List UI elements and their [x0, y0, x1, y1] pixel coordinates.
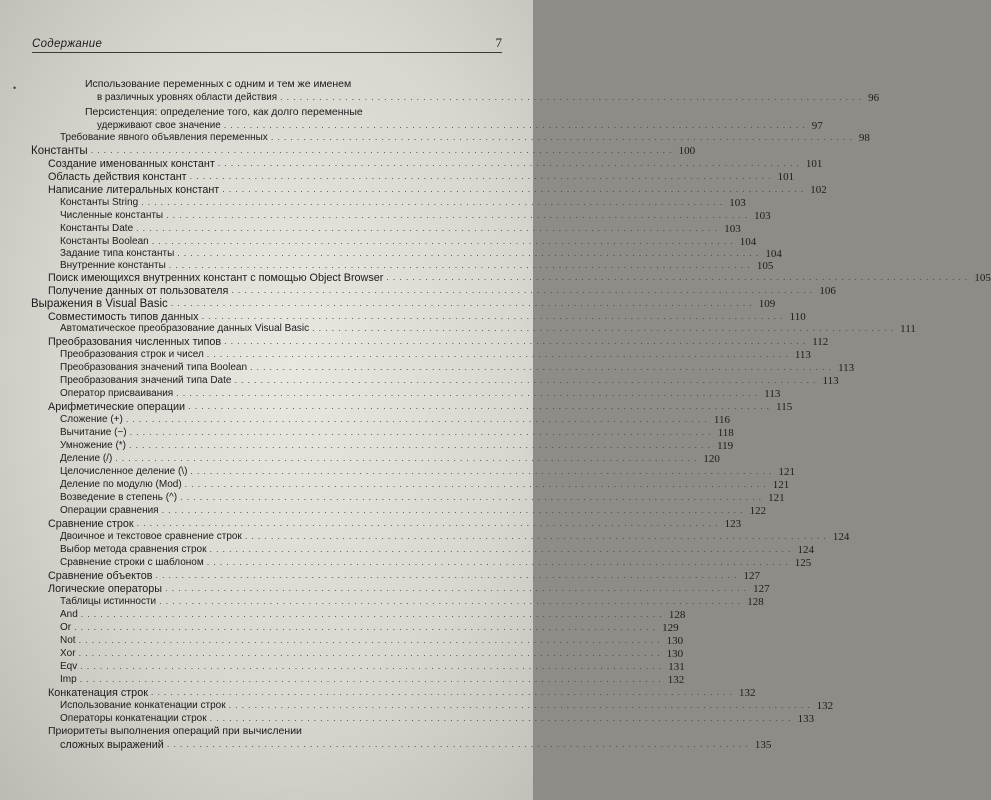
- toc-entry: [60, 452, 720, 465]
- toc-entry: [60, 196, 746, 209]
- toc-entry-title: Сложение (+): [60, 414, 123, 425]
- toc-entry: [60, 504, 767, 517]
- dot-leader: ..........................................................................................: [206, 557, 792, 567]
- toc-page-number: 120: [703, 453, 720, 465]
- toc-entry-title: Деление (/): [60, 453, 113, 464]
- toc-page-number: 106: [819, 285, 836, 297]
- dot-leader: ..........................................................................................: [166, 210, 752, 220]
- toc-page-number: 130: [666, 648, 684, 660]
- toc-entry-title: Or: [60, 622, 72, 633]
- toc-entry-title: Умножение (*): [60, 440, 127, 451]
- toc-entry-title: Поиск имеющихся внутренних констант с помощью Object Browser: [48, 272, 384, 284]
- toc-entry: [60, 595, 764, 608]
- toc-entry-title: удерживают свое значение: [97, 120, 221, 131]
- toc-entry: [60, 209, 771, 222]
- toc-page-number: 124: [797, 544, 815, 556]
- toc-page-number: 103: [724, 223, 741, 235]
- toc-page-number: 127: [753, 583, 770, 595]
- toc-entry-title: Константы: [31, 145, 88, 157]
- dot-leader: ..........................................................................................: [250, 362, 836, 372]
- dot-leader: ..........................................................................................: [223, 120, 809, 130]
- dot-leader: ..........................................................................................: [170, 298, 756, 308]
- dot-leader: ..........................................................................................: [141, 197, 727, 207]
- toc-entry-title: Операции сравнения: [60, 505, 159, 516]
- dot-leader: ..........................................................................................: [244, 531, 830, 541]
- toc-entry-title: Оператор присваивания: [60, 388, 174, 399]
- toc-entry-title: Целочисленное деление (\): [60, 466, 188, 477]
- dot-leader: ..........................................................................................: [386, 272, 972, 282]
- dot-leader: ..........................................................................................: [190, 466, 776, 476]
- toc-entry-title: Область действия констант: [48, 171, 187, 183]
- toc-entry-title: Возведение в степень (^): [60, 492, 178, 503]
- toc-entry-title: Численные константы: [60, 210, 164, 221]
- toc-entry: [60, 426, 734, 439]
- toc-entry: [48, 569, 761, 582]
- dot-leader: ..........................................................................................: [201, 311, 787, 321]
- dot-leader: ..........................................................................................: [136, 518, 722, 528]
- dot-leader: ..........................................................................................: [80, 661, 666, 671]
- toc-entry: [48, 183, 827, 196]
- toc-page-number: 130: [666, 635, 684, 647]
- toc-entry-title: Константы Boolean: [60, 236, 149, 247]
- toc-page-number: 113: [764, 388, 781, 400]
- toc-page-number: 132: [667, 674, 685, 686]
- dot-leader: ..........................................................................................: [78, 635, 664, 645]
- toc-entry-title: Арифметические операции: [48, 401, 186, 413]
- toc-entry: [60, 322, 916, 335]
- toc-page-number: 96: [868, 92, 880, 104]
- toc-entry-title: Конкатенация строк: [48, 687, 148, 699]
- toc-page-number: 121: [778, 466, 795, 478]
- toc-entry: [31, 297, 776, 310]
- toc-entry: [48, 686, 756, 699]
- toc-entry-title: Преобразования строк и чисел: [60, 349, 204, 360]
- dot-leader: ..........................................................................................: [74, 622, 660, 632]
- toc-entry-title: Сравнение объектов: [48, 570, 153, 582]
- toc-page-number: 128: [747, 596, 764, 608]
- dot-leader: ..........................................................................................: [155, 570, 741, 580]
- toc-entry: [60, 543, 815, 556]
- toc-entry-title: Преобразования значений типа Boolean: [60, 362, 248, 373]
- toc-page-number: 104: [739, 236, 757, 248]
- dot-leader: ..........................................................................................: [234, 375, 820, 385]
- dot-leader: ..........................................................................................: [90, 145, 676, 155]
- dot-leader: ..........................................................................................: [217, 158, 803, 168]
- toc-entry-title: Xor: [60, 648, 76, 659]
- toc-entry: [60, 673, 685, 686]
- toc-entry: [60, 387, 781, 400]
- toc-page-number: 132: [816, 700, 834, 712]
- dot-leader: ..........................................................................................: [188, 401, 774, 411]
- toc-entry-line: Приоритеты выполнения операций при вычислении: [48, 725, 302, 737]
- toc-page-number: 122: [749, 505, 767, 517]
- dot-leader: ..........................................................................................: [166, 739, 752, 749]
- toc-page-number: 102: [810, 184, 827, 196]
- toc-page-number: 131: [668, 661, 685, 673]
- toc-page-number: 97: [811, 120, 823, 132]
- toc-page-number: 103: [729, 197, 746, 209]
- toc-entry: [60, 374, 839, 387]
- toc-entry-title: Константы Date: [60, 223, 134, 234]
- toc-entry-title: Imp: [60, 674, 77, 685]
- toc-entry-title: Операторы конкатенации строк: [60, 713, 207, 724]
- margin-dot-mark: •: [13, 83, 17, 93]
- toc-entry-title: Требование явного объявления переменных: [60, 132, 268, 143]
- toc-page-number: 127: [743, 570, 761, 582]
- toc-entry: [60, 131, 870, 144]
- toc-page-number: 101: [777, 171, 795, 183]
- dot-leader: ..........................................................................................: [129, 440, 715, 450]
- toc-page-number: 98: [858, 132, 870, 144]
- dot-leader: ..........................................................................................: [206, 349, 792, 359]
- dot-leader: ..........................................................................................: [209, 544, 795, 554]
- dot-leader: ..........................................................................................: [228, 700, 814, 710]
- dot-leader: ..........................................................................................: [209, 713, 795, 723]
- dot-leader: ..........................................................................................: [165, 583, 751, 593]
- toc-entry: [60, 647, 684, 660]
- toc-entry: [60, 699, 834, 712]
- dot-leader: ..........................................................................................: [79, 674, 665, 684]
- toc-entry: [48, 335, 829, 348]
- toc-page-number: 105: [756, 260, 774, 272]
- toc-entry-line: Использование переменных с одним и тем же именем: [85, 78, 352, 90]
- toc-entry-title: Константы String: [60, 197, 139, 208]
- dot-leader: ..........................................................................................: [80, 609, 666, 619]
- toc-entry: [60, 465, 795, 478]
- toc-page-number: 113: [822, 375, 839, 387]
- toc-entry-title: Преобразования значений типа Date: [60, 375, 232, 386]
- toc-entry: [60, 439, 734, 452]
- toc-entry-title: Двоичное и текстовое сравнение строк: [60, 531, 242, 542]
- toc-page-number: 111: [900, 323, 916, 335]
- toc-entry-title: Автоматическое преобразование данных Visual Basic: [60, 323, 310, 334]
- toc-page-number: 110: [789, 311, 806, 323]
- dot-leader: ..........................................................................................: [136, 223, 722, 233]
- toc-entry-title: Создание именованных констант: [48, 158, 215, 170]
- dot-leader: ..........................................................................................: [224, 336, 810, 346]
- toc-entry: [60, 478, 790, 491]
- toc-entry: [60, 222, 741, 235]
- toc-entry-title: And: [60, 609, 78, 620]
- toc-page-number: 103: [754, 210, 771, 222]
- dot-leader: ..........................................................................................: [176, 388, 762, 398]
- toc-page-number: 116: [713, 414, 730, 426]
- toc-entry-title: Внутренние константы: [60, 260, 166, 271]
- toc-entry: [60, 608, 686, 621]
- toc-entry-title: Not: [60, 635, 76, 646]
- toc-entry-title: сложных выражений: [60, 739, 164, 751]
- toc-page-number: 125: [794, 557, 812, 569]
- toc-page-number: 119: [717, 440, 734, 452]
- dot-leader: ..........................................................................................: [150, 687, 736, 697]
- toc-entry-title: Преобразования численных типов: [48, 336, 222, 348]
- dot-leader: ..........................................................................................: [159, 596, 745, 606]
- dot-leader: ..........................................................................................: [312, 323, 898, 333]
- toc-entry: [60, 738, 772, 751]
- toc-entry: [60, 348, 811, 361]
- toc-page-number: 118: [717, 427, 734, 439]
- toc-page-number: 101: [805, 158, 823, 170]
- toc-entry-title: Выражения в Visual Basic: [31, 298, 168, 310]
- toc-entry: [60, 660, 685, 673]
- toc-entry-title: Сравнение строки с шаблоном: [60, 557, 204, 568]
- toc-entry-title: в различных уровнях области действия: [97, 92, 278, 103]
- dot-leader: ..........................................................................................: [231, 285, 817, 295]
- toc-page-number: 100: [678, 145, 696, 157]
- toc-entry-title: Совместимость типов данных: [48, 311, 199, 323]
- toc-page-number: 115: [776, 401, 793, 413]
- toc-page-number: 132: [738, 687, 756, 699]
- dot-leader: ..........................................................................................: [270, 132, 856, 142]
- toc-entry: [60, 556, 812, 569]
- toc-entry-title: Деление по модулю (Mod): [60, 479, 182, 490]
- toc-page-number: 133: [797, 713, 815, 725]
- toc-page-number: 135: [754, 739, 772, 751]
- toc-entry: [97, 91, 880, 104]
- toc-entry-title: Логические операторы: [48, 583, 163, 595]
- toc-page-number: 104: [765, 248, 782, 260]
- dot-leader: ..........................................................................................: [125, 414, 711, 424]
- toc-page-number: 113: [794, 349, 811, 361]
- toc-entry: [48, 517, 742, 530]
- toc-page-number: 109: [758, 298, 776, 310]
- dot-leader: ..........................................................................................: [151, 236, 737, 246]
- toc-page-number: 113: [838, 362, 855, 374]
- toc-page-number: 129: [662, 622, 679, 634]
- header-title: Содержание: [32, 38, 103, 50]
- toc-page-number: 105: [974, 272, 991, 284]
- toc-entry: [60, 413, 730, 426]
- toc-entry: [31, 144, 696, 157]
- dot-leader: ..........................................................................................: [177, 248, 763, 258]
- header-page-number: 7: [495, 35, 502, 50]
- toc-entry: [60, 361, 855, 374]
- toc-entry: [48, 400, 793, 413]
- toc-entry-line: Персистенция: определение того, как долго переменные: [85, 106, 363, 118]
- toc-entry-title: Вычитание (−): [60, 427, 127, 438]
- toc-entry-title: Получение данных от пользователя: [48, 285, 229, 297]
- toc-entry: [60, 634, 684, 647]
- dot-leader: ..........................................................................................: [78, 648, 664, 658]
- toc-page-number: 121: [768, 492, 785, 504]
- toc-entry-title: Использование конкатенации строк: [60, 700, 226, 711]
- toc-entry: [48, 284, 836, 297]
- toc-page-number: 128: [668, 609, 686, 621]
- toc-entry: [48, 582, 770, 595]
- toc-entry: [48, 271, 991, 284]
- toc-entry: [60, 491, 785, 504]
- toc-entry-title: Сравнение строк: [48, 518, 134, 530]
- toc-page-number: 124: [832, 531, 850, 543]
- dot-leader: ..........................................................................................: [184, 479, 770, 489]
- toc-entry: [48, 170, 795, 183]
- dot-leader: ..........................................................................................: [129, 427, 715, 437]
- dot-leader: ..........................................................................................: [280, 92, 866, 102]
- dot-leader: ..........................................................................................: [115, 453, 701, 463]
- toc-entry-title: Выбор метода сравнения строк: [60, 544, 207, 555]
- dot-leader: ..........................................................................................: [222, 184, 808, 194]
- toc-entry: [60, 530, 850, 543]
- toc-entry-title: Таблицы истинности: [60, 596, 157, 607]
- dot-leader: ..........................................................................................: [168, 260, 754, 270]
- toc-entry-title: Eqv: [60, 661, 78, 672]
- toc-page-number: 112: [812, 336, 829, 348]
- dot-leader: ..........................................................................................: [180, 492, 766, 502]
- toc-page-number: 121: [772, 479, 790, 491]
- toc-entry: [48, 157, 823, 170]
- toc-entry: [60, 712, 815, 725]
- dot-leader: ..........................................................................................: [161, 505, 747, 515]
- toc-entry-title: Задание типа константы: [60, 248, 175, 259]
- dot-leader: ..........................................................................................: [189, 171, 775, 181]
- toc-page-number: 123: [724, 518, 742, 530]
- toc-entry-title: Написание литеральных констант: [48, 184, 220, 196]
- toc-entry: [60, 621, 679, 634]
